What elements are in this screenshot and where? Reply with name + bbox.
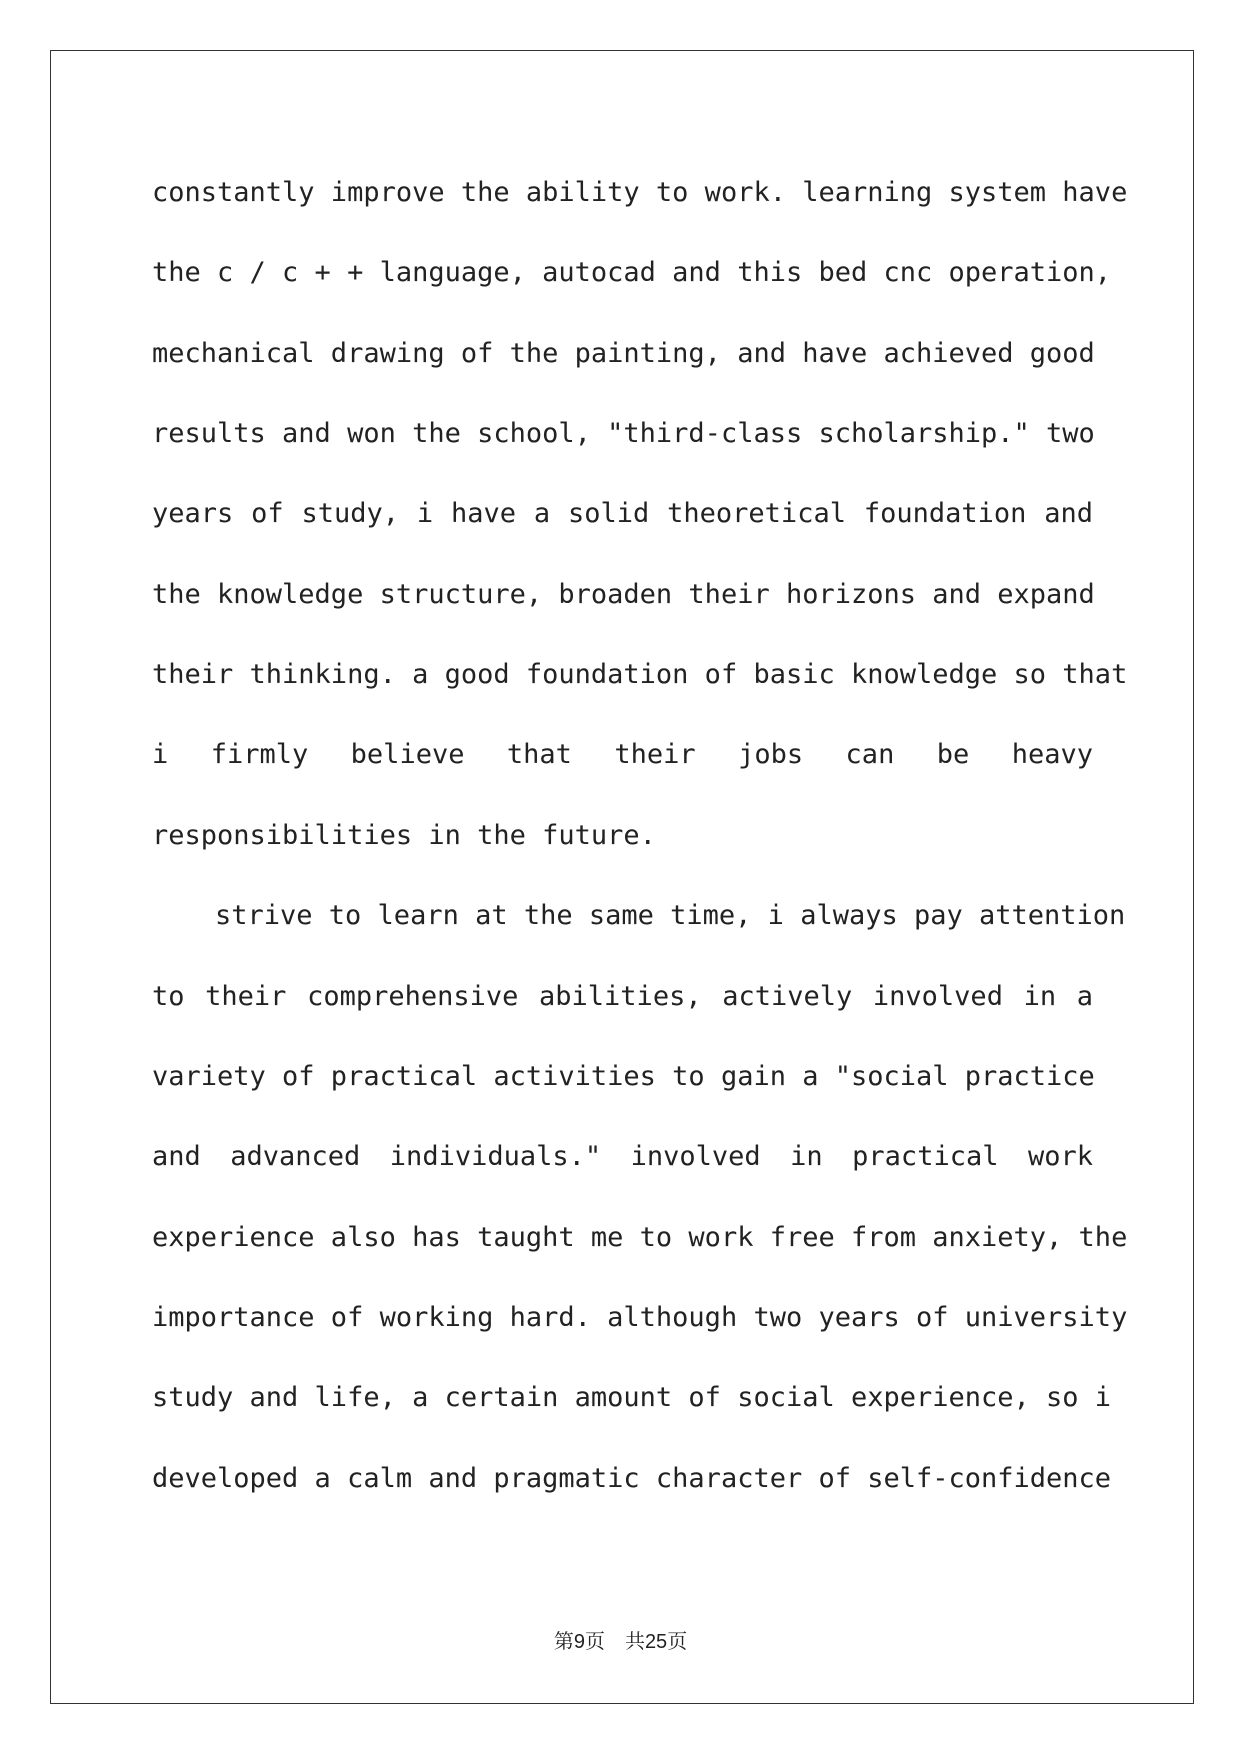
text-line: importance of working hard. although two years of university: [152, 1302, 1128, 1333]
text-line: strive to learn at the same time, i always pay attention: [215, 900, 1126, 931]
text-line: years of study, i have a solid theoretical foundation and: [152, 498, 1093, 529]
text-line: mechanical drawing of the painting, and have achieved good: [152, 338, 1095, 369]
text-line: results and won the school, "third-class scholarship." two: [152, 418, 1095, 449]
page-number: 9: [573, 1631, 585, 1653]
total-pages: 25: [644, 1631, 668, 1653]
text-line: their thinking. a good foundation of basic knowledge so that: [152, 659, 1128, 690]
text-line: developed a calm and pragmatic character of self-confidence: [152, 1463, 1112, 1494]
text-line: and advanced individuals." involved in practical work: [152, 1141, 1093, 1172]
page-footer: [0, 1625, 1241, 1654]
text-line: variety of practical activities to gain a "social practice: [152, 1061, 1095, 1092]
text-line: the knowledge structure, broaden their horizons and expand: [152, 579, 1095, 610]
text-line: responsibilities in the future.: [152, 820, 656, 851]
text-line: study and life, a certain amount of social experience, so i: [152, 1382, 1112, 1413]
text-line: i firmly believe that their jobs can be heavy: [152, 739, 1093, 770]
page-prefix: 第: [553, 1629, 574, 1653]
text-line: experience also has taught me to work free from anxiety, the: [152, 1222, 1128, 1253]
total-suffix: 页: [667, 1629, 688, 1653]
text-line: constantly improve the ability to work. learning system have: [152, 177, 1128, 208]
page-suffix: 页: [584, 1629, 605, 1653]
text-line: to their comprehensive abilities, actively involved in a: [152, 981, 1093, 1012]
page-border: [50, 50, 1194, 1704]
total-prefix: 共: [624, 1629, 645, 1653]
text-line: the c / c + + language, autocad and this bed cnc operation,: [152, 257, 1112, 288]
